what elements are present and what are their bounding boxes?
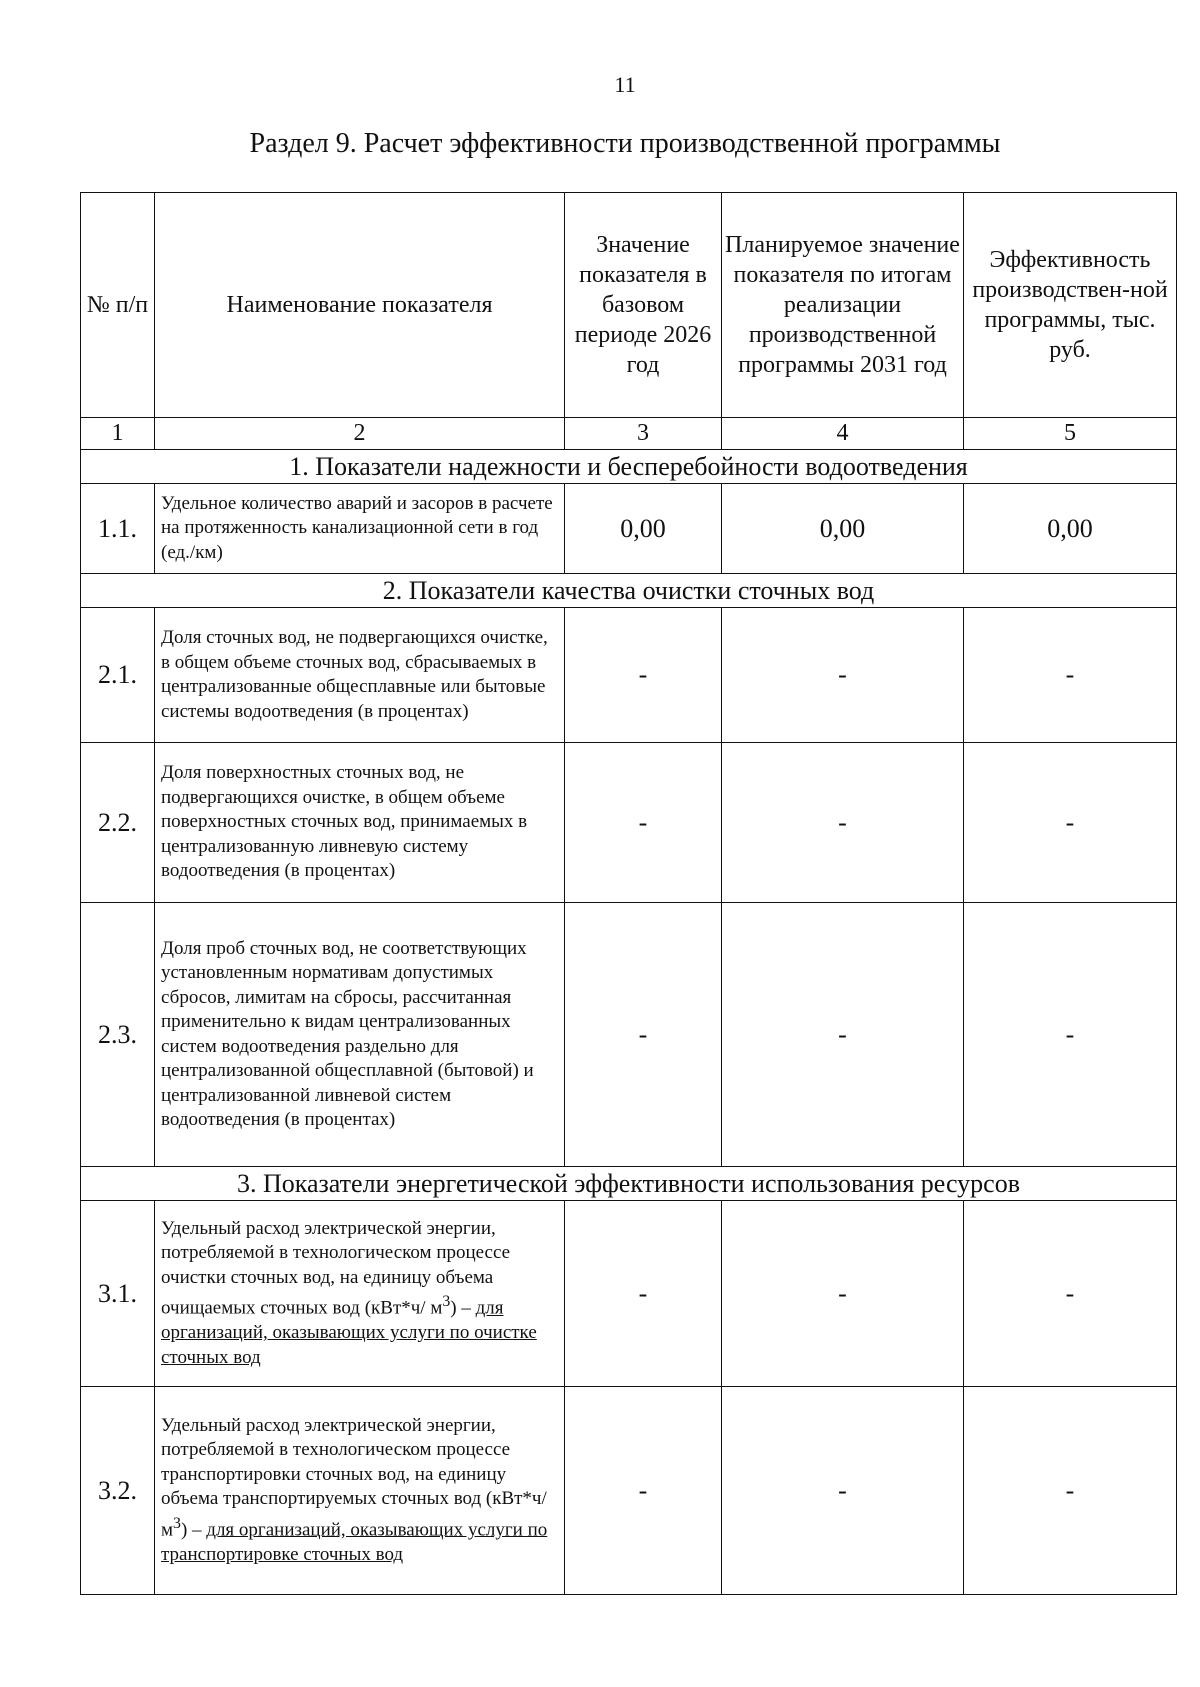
column-number: 3 [565,418,722,450]
superscript: 3 [173,1514,181,1532]
section-row [81,1167,1177,1201]
planned-value: - [722,608,964,743]
header-num: № п/п [81,193,155,418]
efficiency-table [80,192,1177,1595]
indicator-name-tail: ) – [450,1297,471,1319]
base-value: - [565,1387,722,1595]
planned-value: - [722,743,964,903]
planned-value: - [722,1387,964,1595]
header-planned-value: Планируемое значение показателя по итогам реализации производственной программы 2031 год [722,193,964,418]
table-row [81,1387,1177,1595]
column-number: 5 [964,418,1177,450]
section-title: 1. Показатели надежности и бесперебойности водоотведения [81,450,1177,484]
efficiency-value: - [964,1387,1177,1595]
efficiency-value: 0,00 [964,484,1177,574]
row-number: 2.3. [81,903,155,1167]
indicator-name [155,1387,565,1595]
efficiency-value: - [964,608,1177,743]
column-number: 2 [155,418,565,450]
row-number: 1.1. [81,484,155,574]
table-row [81,1201,1177,1387]
table-row [81,608,1177,743]
header-row [81,193,1177,418]
column-numbers-row [81,418,1177,450]
base-value: 0,00 [565,484,722,574]
superscript: 3 [442,1293,451,1311]
row-number: 2.1. [81,608,155,743]
efficiency-value: - [964,903,1177,1167]
indicator-name-underlined: для организаций, оказывающих услуги по очистке сточных вод [161,1297,537,1368]
base-value: - [565,903,722,1167]
base-value: - [565,743,722,903]
base-value: - [565,608,722,743]
indicator-name: Доля сточных вод, не подвергающихся очистке, в общем объеме сточных вод, сбрасываемых в централизованные общесплавные или бытовые системы водоотведения (в процентах) [155,608,565,743]
row-number: 3.2. [81,1387,155,1595]
indicator-name-text: Удельный расход электрической энергии, потребляемой в технологическом процессе транспортировки сточных вод, на единицу объема транспортируемых сточных вод (кВт*ч/ м [161,1414,547,1541]
planned-value: 0,00 [722,484,964,574]
base-value: - [565,1201,722,1387]
page-number: 11 [614,72,636,97]
column-number: 1 [81,418,155,450]
header-base-value: Значение показателя в базовом периоде 2026 год [565,193,722,418]
indicator-name-tail: ) – [180,1519,202,1541]
section-title: 2. Показатели качества очистки сточных вод [81,574,1177,608]
row-number: 3.1. [81,1201,155,1387]
indicator-name [155,1201,565,1387]
indicator-name: Удельное количество аварий и засоров в расчете на протяженность канализационной сети в год (ед./км) [155,484,565,574]
page-title: Раздел 9. Расчет эффективности производственной программы [249,128,1001,159]
column-number: 4 [722,418,964,450]
planned-value: - [722,1201,964,1387]
indicator-name: Доля поверхностных сточных вод, не подвергающихся очистке, в общем объеме поверхностных сточных вод, принимаемых в централизованную ливневую систему водоотведения (в процентах) [155,743,565,903]
table-row [81,484,1177,574]
planned-value: - [722,903,964,1167]
header-efficiency: Эффективность производствен-ной программы, тыс. руб. [964,193,1177,418]
indicator-name-underlined: для организаций, оказывающих услуги по транспортировке сточных вод [161,1519,548,1565]
efficiency-value: - [964,743,1177,903]
section-row [81,574,1177,608]
section-title: 3. Показатели энергетической эффективности использования ресурсов [81,1167,1177,1201]
header-name: Наименование показателя [155,193,565,418]
section-row [81,450,1177,484]
efficiency-value: - [964,1201,1177,1387]
row-number: 2.2. [81,743,155,903]
table-row [81,903,1177,1167]
indicator-name-text: Удельный расход электрической энергии, потребляемой в технологическом процессе очистки сточных вод, на единицу объема очищаемых сточных вод (кВт*ч/ м [161,1217,511,1319]
table-row [81,743,1177,903]
indicator-name: Доля проб сточных вод, не соответствующих установленным нормативам допустимых сбросов, лимитам на сбросы, рассчитанная применительно к видам централизованных систем водоотведения раздельно для централизованной общесплавной (бытовой) и централизованной ливневой систем водоотведения (в процентах) [155,903,565,1167]
